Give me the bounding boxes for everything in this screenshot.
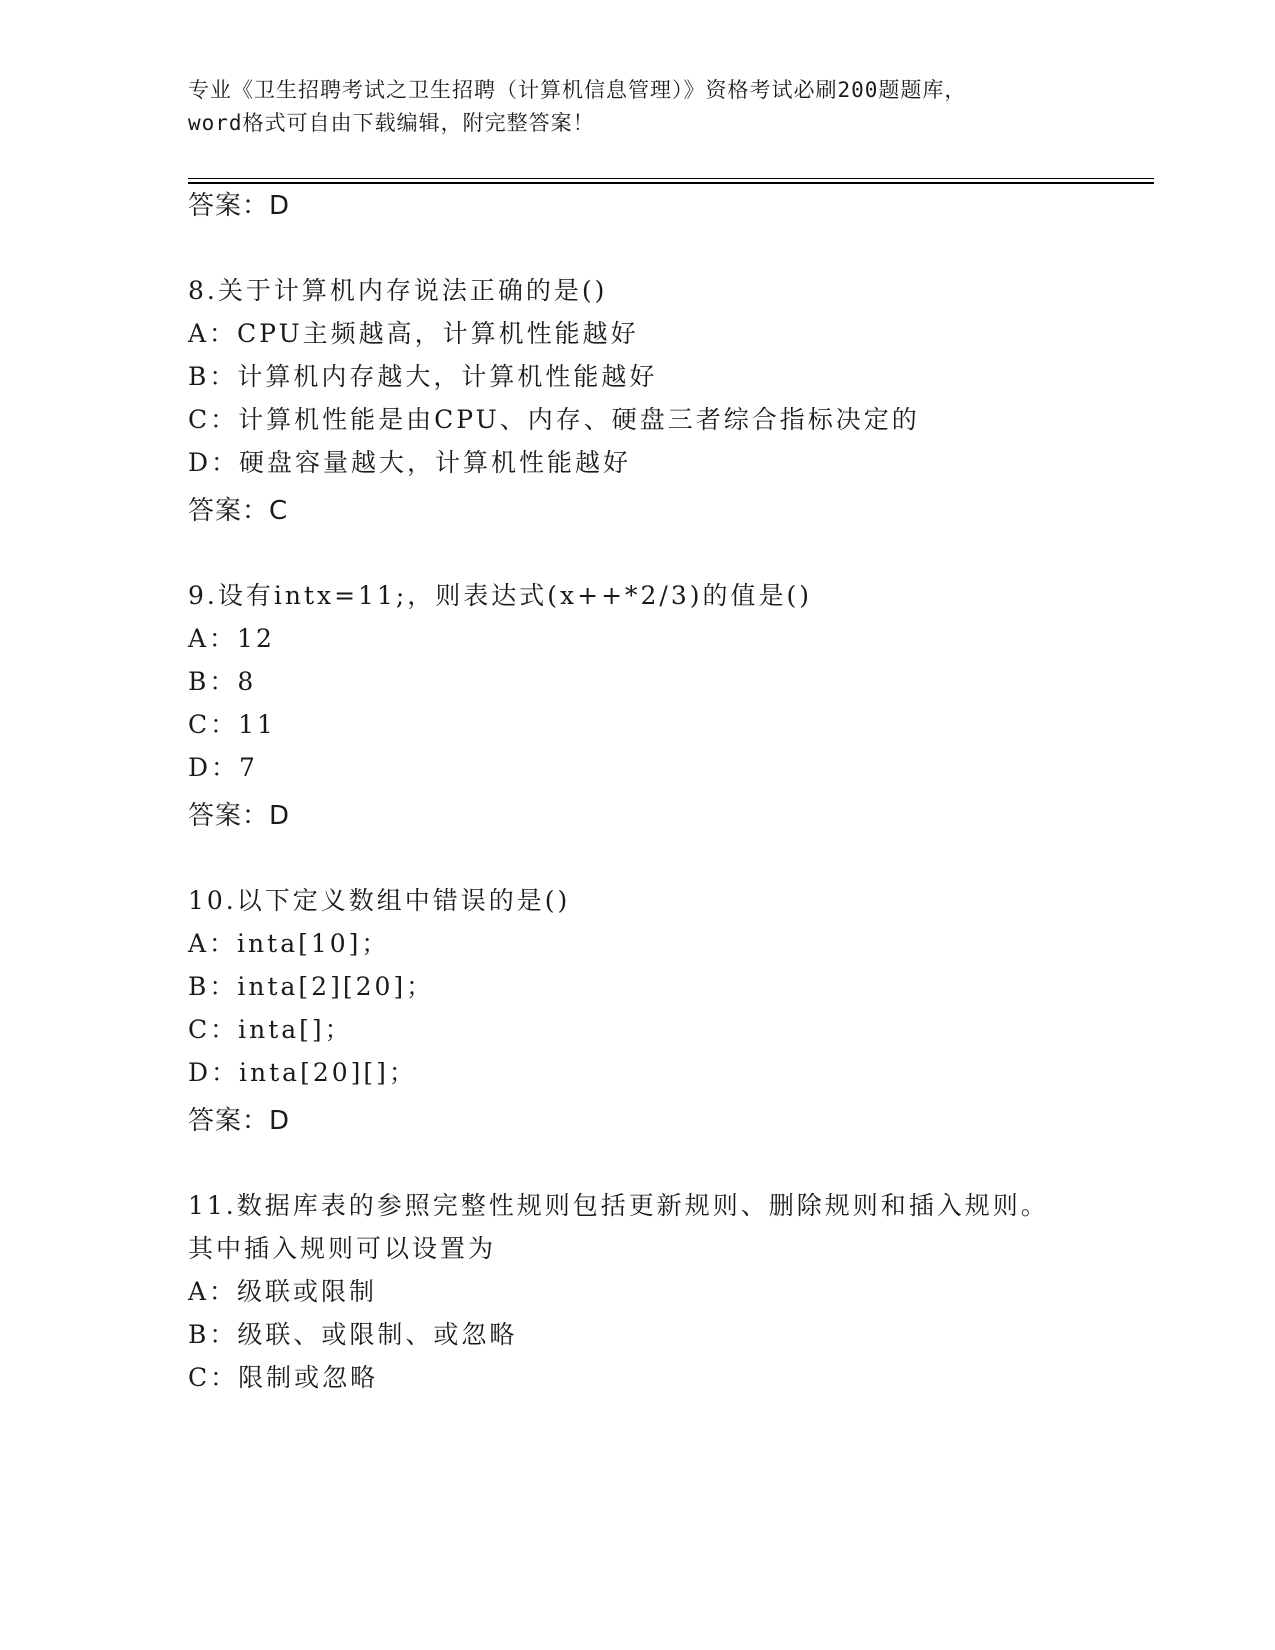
answer-q10: 答案：D bbox=[188, 1106, 291, 1136]
question-10-option-c: C：inta[]； bbox=[188, 1015, 353, 1044]
question-9-stem: 9.设有intx=11;，则表达式(x++*2/3)的值是() bbox=[188, 581, 813, 610]
question-10-stem: 10.以下定义数组中错误的是() bbox=[188, 886, 571, 915]
question-9-option-b: B：8 bbox=[188, 667, 257, 696]
question-8-stem: 8.关于计算机内存说法正确的是() bbox=[188, 276, 608, 305]
answer-q9: 答案：D bbox=[188, 801, 291, 831]
question-9-option-c: C：11 bbox=[188, 710, 276, 739]
question-8-option-d: D：硬盘容量越大，计算机性能越好 bbox=[188, 448, 632, 477]
question-11-option-c: C：限制或忽略 bbox=[188, 1363, 379, 1392]
question-11-option-b: B：级联、或限制、或忽略 bbox=[188, 1320, 518, 1349]
question-10-option-b: B：inta[2][20]； bbox=[188, 972, 435, 1001]
header-rule-thick bbox=[188, 182, 1154, 184]
question-9-option-d: D：7 bbox=[188, 753, 258, 782]
question-11-stem-line-1: 11.数据库表的参照完整性规则包括更新规则、删除规则和插入规则。 bbox=[188, 1191, 1049, 1220]
question-11-stem-line-2: 其中插入规则可以设置为 bbox=[188, 1234, 497, 1263]
header-line-1: 专业《卫生招聘考试之卫生招聘（计算机信息管理）》资格考试必刷200题题库， bbox=[188, 78, 967, 102]
header-line-2: word格式可自由下载编辑，附完整答案！ bbox=[188, 111, 595, 135]
document-header bbox=[188, 74, 1088, 140]
question-8-option-a: A：CPU主频越高，计算机性能越好 bbox=[188, 319, 639, 348]
question-9-option-a: A：12 bbox=[188, 624, 275, 653]
question-10-option-a: A：inta[10]； bbox=[188, 929, 390, 958]
header-rule-thin bbox=[188, 178, 1154, 179]
answer-q7: 答案：D bbox=[188, 191, 291, 221]
answer-q8: 答案：C bbox=[188, 496, 289, 526]
question-11-option-a: A：级联或限制 bbox=[188, 1277, 378, 1306]
question-10-option-d: D：inta[20][]； bbox=[188, 1058, 417, 1087]
question-8-option-b: B：计算机内存越大，计算机性能越好 bbox=[188, 362, 658, 391]
question-8-option-c: C：计算机性能是由CPU、内存、硬盘三者综合指标决定的 bbox=[188, 405, 920, 434]
